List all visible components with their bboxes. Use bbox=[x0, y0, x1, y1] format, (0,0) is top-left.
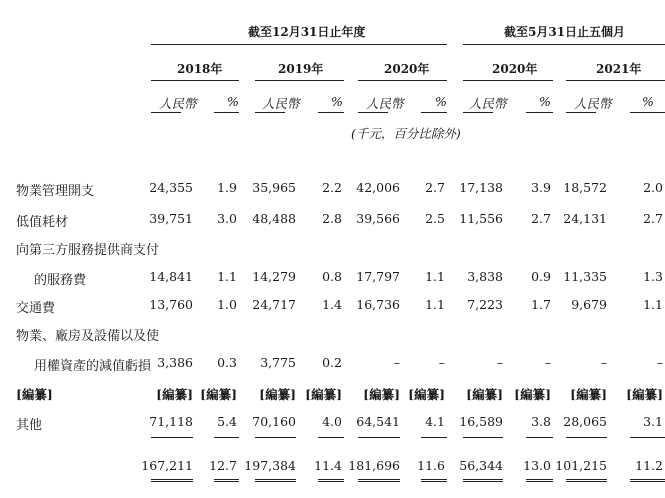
group-header-fiscal-year: 截至12月31日止年度 bbox=[248, 25, 366, 39]
table-cell: – bbox=[438, 355, 445, 370]
subheader-rule bbox=[358, 112, 388, 113]
table-cell: 3.9 bbox=[531, 180, 551, 195]
total-double-rule bbox=[151, 479, 193, 482]
row-label: 物業、廠房及設備以及使 bbox=[16, 329, 160, 344]
subtotal-rule bbox=[214, 437, 239, 438]
subheader-rule bbox=[463, 112, 493, 113]
table-cell: 17,138 bbox=[459, 180, 503, 195]
total-double-rule bbox=[566, 479, 607, 482]
table-cell: 0.3 bbox=[217, 355, 237, 370]
table-cell: 3.8 bbox=[531, 414, 551, 429]
currency-header: 人民幣 bbox=[262, 96, 300, 111]
table-cell: 0.8 bbox=[322, 269, 342, 284]
subtotal-rule bbox=[566, 437, 607, 438]
year-header-2021-five-months: 2021年 bbox=[596, 62, 642, 76]
table-cell: 71,118 bbox=[149, 414, 193, 429]
table-cell: – bbox=[393, 355, 400, 370]
table-cell: 39,751 bbox=[149, 211, 193, 226]
year-header-2018: 2018年 bbox=[177, 62, 223, 76]
group-rule-fiscal-year bbox=[151, 44, 447, 45]
table-cell: 3,838 bbox=[467, 269, 503, 284]
row-label: 用權資產的減值虧損 bbox=[34, 359, 152, 374]
year-rule-2020-five-months bbox=[463, 80, 553, 81]
table-cell: 9,679 bbox=[571, 297, 607, 312]
table-cell: [編纂] bbox=[466, 387, 503, 402]
total-double-rule bbox=[214, 479, 239, 482]
subheader-rule bbox=[630, 112, 665, 113]
table-cell: 4.1 bbox=[425, 414, 445, 429]
table-cell: – bbox=[544, 355, 551, 370]
table-cell: 101,215 bbox=[555, 458, 607, 473]
table-cell: 1.1 bbox=[425, 297, 445, 312]
table-cell: 13.0 bbox=[523, 458, 551, 473]
table-cell: [編纂] bbox=[305, 387, 342, 402]
table-cell: 181,696 bbox=[348, 458, 400, 473]
table-cell: – bbox=[600, 355, 607, 370]
total-double-rule bbox=[526, 479, 553, 482]
currency-header: 人民幣 bbox=[159, 96, 197, 111]
table-cell: 11,335 bbox=[563, 269, 607, 284]
row-label: 其他 bbox=[16, 418, 43, 433]
total-double-rule bbox=[255, 479, 296, 482]
table-cell: 1.0 bbox=[217, 297, 237, 312]
table-cell: 0.2 bbox=[322, 355, 342, 370]
table-cell: 1.9 bbox=[217, 180, 237, 195]
percent-header: % bbox=[331, 94, 343, 109]
table-cell: 11.4 bbox=[314, 458, 342, 473]
table-cell: 24,717 bbox=[252, 297, 296, 312]
percent-header: % bbox=[435, 94, 447, 109]
table-cell: [編纂] bbox=[408, 387, 445, 402]
table-cell: [編纂] bbox=[156, 387, 193, 402]
subheader-rule bbox=[526, 112, 553, 113]
table-cell: [編纂] bbox=[514, 387, 551, 402]
row-label: 物業管理開支 bbox=[16, 184, 95, 199]
table-cell: 14,841 bbox=[149, 269, 193, 284]
year-rule-2021-five-months bbox=[566, 80, 665, 81]
table-cell: 2.7 bbox=[425, 180, 445, 195]
table-cell: 5.4 bbox=[217, 414, 237, 429]
table-cell: 24,131 bbox=[563, 211, 607, 226]
table-cell: 17,797 bbox=[356, 269, 400, 284]
group-header-five-months: 截至5月31日止五個月 bbox=[504, 25, 626, 39]
year-header-2019: 2019年 bbox=[278, 62, 324, 76]
table-cell: 70,160 bbox=[252, 414, 296, 429]
subheader-rule bbox=[214, 112, 239, 113]
table-cell: 1.1 bbox=[643, 297, 663, 312]
table-cell: 14,279 bbox=[252, 269, 296, 284]
table-cell: 42,006 bbox=[356, 180, 400, 195]
table-cell: 3,386 bbox=[157, 355, 193, 370]
table-cell: 2.0 bbox=[643, 180, 663, 195]
table-cell: 1.3 bbox=[643, 269, 663, 284]
table-cell: 18,572 bbox=[563, 180, 607, 195]
table-cell: 7,223 bbox=[467, 297, 503, 312]
table-cell: 12.7 bbox=[209, 458, 237, 473]
table-cell: [編纂] bbox=[363, 387, 400, 402]
year-header-2020-five-months: 2020年 bbox=[492, 62, 538, 76]
total-double-rule bbox=[358, 479, 400, 482]
currency-header: 人民幣 bbox=[366, 96, 404, 111]
table-cell: 2.7 bbox=[643, 211, 663, 226]
subheader-rule bbox=[151, 112, 181, 113]
total-double-rule bbox=[630, 479, 665, 482]
table-cell: 1.1 bbox=[425, 269, 445, 284]
subtotal-rule bbox=[151, 437, 193, 438]
table-cell: 1.1 bbox=[217, 269, 237, 284]
year-rule-2018 bbox=[151, 80, 239, 81]
currency-header: 人民幣 bbox=[469, 96, 507, 111]
table-cell: 2.2 bbox=[322, 180, 342, 195]
table-cell: 11.6 bbox=[417, 458, 445, 473]
table-cell: 64,541 bbox=[356, 414, 400, 429]
table-cell: 0.9 bbox=[531, 269, 551, 284]
year-rule-2019 bbox=[255, 80, 344, 81]
row-label: 向第三方服務提供商支付 bbox=[16, 243, 160, 258]
group-rule-five-months bbox=[463, 44, 665, 45]
unit-note: (千元，百分比除外) bbox=[351, 126, 461, 141]
table-cell: 24,355 bbox=[149, 180, 193, 195]
table-cell: 2.7 bbox=[531, 211, 551, 226]
percent-header: % bbox=[539, 94, 551, 109]
table-cell: 1.7 bbox=[531, 297, 551, 312]
subtotal-rule bbox=[526, 437, 553, 438]
table-cell: 11.2 bbox=[635, 458, 663, 473]
table-cell: [編纂] bbox=[200, 387, 237, 402]
subtotal-rule bbox=[358, 437, 400, 438]
table-cell: 11,556 bbox=[459, 211, 503, 226]
table-cell: [編纂] bbox=[259, 387, 296, 402]
table-cell: 4.0 bbox=[322, 414, 342, 429]
table-cell: 35,965 bbox=[252, 180, 296, 195]
table-cell: 2.5 bbox=[425, 211, 445, 226]
table-cell: – bbox=[496, 355, 503, 370]
total-double-rule bbox=[421, 479, 447, 482]
total-double-rule bbox=[463, 479, 503, 482]
table-cell: [編纂] bbox=[570, 387, 607, 402]
table-cell: 13,760 bbox=[149, 297, 193, 312]
table-cell: 56,344 bbox=[459, 458, 503, 473]
subtotal-rule bbox=[421, 437, 447, 438]
subtotal-rule bbox=[255, 437, 296, 438]
subheader-rule bbox=[566, 112, 596, 113]
table-cell: 3,775 bbox=[260, 355, 296, 370]
row-label: 交通費 bbox=[16, 301, 56, 316]
table-cell: 16,736 bbox=[356, 297, 400, 312]
table-cell: 3.0 bbox=[217, 211, 237, 226]
year-rule-2020 bbox=[358, 80, 447, 81]
subheader-rule bbox=[421, 112, 447, 113]
row-label: [編纂] bbox=[16, 387, 53, 402]
table-cell: 3.1 bbox=[643, 414, 663, 429]
table-cell: [編纂] bbox=[626, 387, 663, 402]
table-cell: 48,488 bbox=[252, 211, 296, 226]
row-label: 低值耗材 bbox=[16, 215, 69, 230]
total-double-rule bbox=[318, 479, 344, 482]
row-label: 的服務費 bbox=[34, 273, 87, 288]
currency-header: 人民幣 bbox=[574, 96, 612, 111]
table-cell: 16,589 bbox=[459, 414, 503, 429]
percent-header: % bbox=[227, 94, 239, 109]
table-cell: 2.8 bbox=[322, 211, 342, 226]
subtotal-rule bbox=[318, 437, 344, 438]
subtotal-rule bbox=[630, 437, 665, 438]
subtotal-rule bbox=[463, 437, 503, 438]
table-cell: 197,384 bbox=[244, 458, 296, 473]
table-cell: 1.4 bbox=[322, 297, 342, 312]
table-cell: 167,211 bbox=[141, 458, 193, 473]
percent-header: % bbox=[642, 94, 654, 109]
table-cell: – bbox=[656, 355, 663, 370]
year-header-2020: 2020年 bbox=[384, 62, 430, 76]
table-cell: 28,065 bbox=[563, 414, 607, 429]
subheader-rule bbox=[318, 112, 344, 113]
subheader-rule bbox=[255, 112, 285, 113]
table-cell: 39,566 bbox=[356, 211, 400, 226]
